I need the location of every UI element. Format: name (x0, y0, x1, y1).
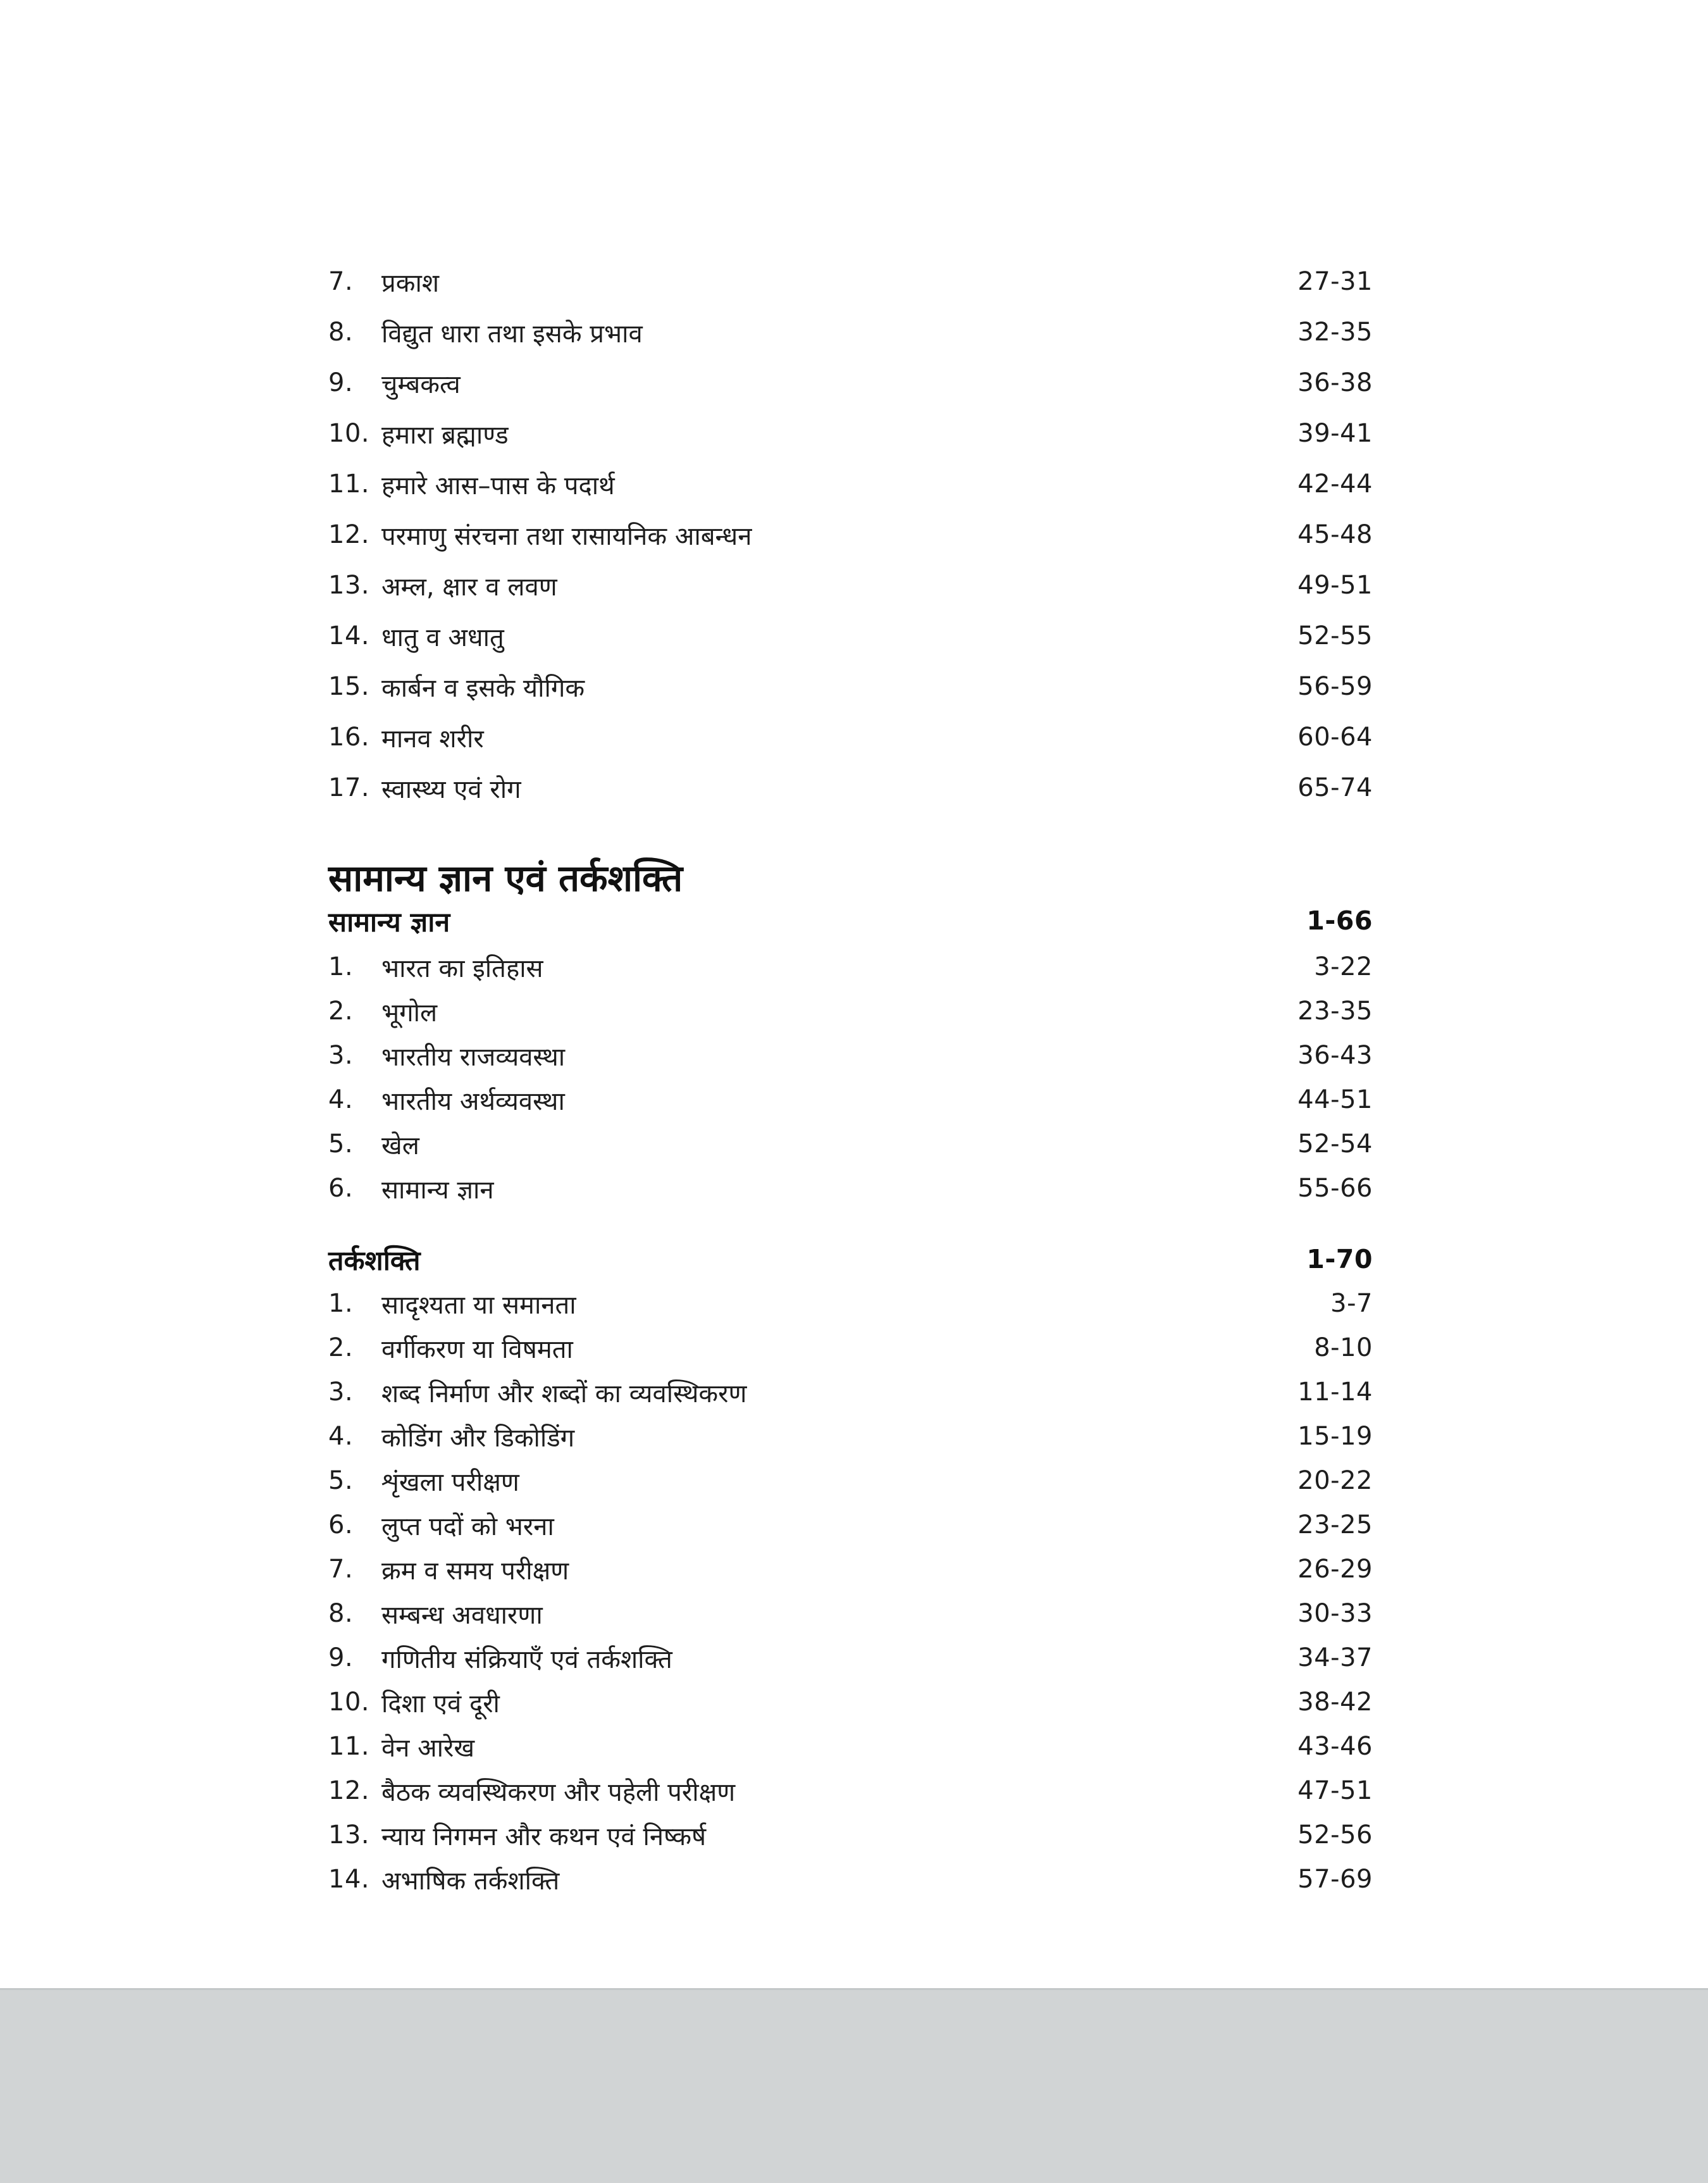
toc-item-pages: 20-22 (1297, 1466, 1373, 1495)
toc-item-number: 11. (328, 470, 370, 499)
toc-item-number: 4. (328, 1422, 354, 1451)
toc-item-pages: 8-10 (1314, 1333, 1373, 1362)
toc-item-pages: 60-64 (1297, 723, 1373, 752)
toc-item-title: परमाणु संरचना तथा रासायनिक आबन्धन (381, 521, 752, 551)
toc-item-pages: 55-66 (1297, 1174, 1373, 1203)
toc-item-number: 15. (328, 672, 370, 701)
toc-item-number: 5. (328, 1129, 354, 1159)
toc-item-number: 6. (328, 1510, 354, 1539)
toc-item-pages: 23-35 (1297, 997, 1373, 1026)
toc-item-pages: 44-51 (1297, 1085, 1373, 1114)
toc-item-pages: 57-69 (1297, 1865, 1373, 1894)
toc-item-row (328, 1547, 1373, 1591)
toc-item-number: 9. (328, 1643, 354, 1672)
toc-item-number: 6. (328, 1174, 354, 1203)
toc-item-row (328, 408, 1373, 459)
toc-item-number: 16. (328, 723, 370, 752)
toc-item-pages: 52-56 (1297, 1820, 1373, 1850)
toc-item-pages: 52-55 (1297, 621, 1373, 650)
toc-item-row (328, 307, 1373, 358)
toc-item-title: सामान्य ज्ञान (381, 1175, 494, 1205)
toc-item-title: दिशा एवं दूरी (381, 1689, 500, 1719)
toc-item-title: खेल (381, 1131, 419, 1160)
toc-item-row (328, 1414, 1373, 1458)
main-section-heading: सामान्य ज्ञान एवं तर्कशक्ति (328, 856, 683, 900)
toc-item-row (328, 762, 1373, 813)
toc-item-pages: 30-33 (1297, 1599, 1373, 1628)
toc-item-title: बैठक व्यवस्थिकरण और पहेली परीक्षण (381, 1777, 736, 1807)
toc-item-title: कोडिंग और डिकोडिंग (381, 1423, 575, 1453)
reasoning-chapter-list (328, 1281, 1373, 1901)
reasoning-section-title: तर्कशक्ति (328, 1245, 421, 1277)
gk-section-pages: 1-66 (1306, 905, 1373, 936)
science-chapter-list (328, 256, 1373, 813)
gk-section-header (328, 895, 1373, 946)
toc-item-pages: 56-59 (1297, 672, 1373, 701)
toc-item-row (328, 358, 1373, 408)
toc-item-pages: 38-42 (1297, 1688, 1373, 1717)
toc-item-number: 10. (328, 419, 370, 448)
toc-item-row (328, 1166, 1373, 1210)
toc-item-pages: 3-7 (1330, 1289, 1373, 1318)
toc-item-row (328, 1636, 1373, 1680)
toc-item-number: 1. (328, 1289, 354, 1318)
toc-item-pages: 45-48 (1297, 520, 1373, 549)
toc-item-pages: 34-37 (1297, 1643, 1373, 1672)
reasoning-section-pages: 1-70 (1306, 1244, 1373, 1274)
toc-item-title: वेन आरेख (381, 1733, 475, 1763)
toc-item-number: 4. (328, 1085, 354, 1114)
toc-item-title: सादृश्यता या समानता (381, 1290, 576, 1320)
toc-item-number: 7. (328, 267, 354, 296)
toc-item-pages: 36-43 (1297, 1041, 1373, 1070)
toc-item-number: 7. (328, 1555, 354, 1584)
toc-item-number: 2. (328, 1333, 354, 1362)
toc-item-title: हमारा ब्रह्माण्ड (381, 420, 509, 450)
toc-item-title: गणितीय संक्रियाएँ एवं तर्कशक्ति (381, 1645, 672, 1674)
toc-item-pages: 36-38 (1297, 368, 1373, 397)
toc-item-title: मानव शरीर (381, 724, 484, 754)
toc-item-title: चुम्बकत्व (381, 370, 461, 399)
toc-item-number: 13. (328, 1820, 370, 1850)
toc-item-number: 3. (328, 1378, 354, 1407)
reasoning-section-header (328, 1234, 1373, 1284)
toc-item-title: कार्बन व इसके यौगिक (381, 673, 585, 703)
toc-item-title: न्याय निगमन और कथन एवं निष्कर्ष (381, 1822, 707, 1851)
toc-item-row (328, 1078, 1373, 1122)
toc-item-title: शब्द निर्माण और शब्दों का व्यवस्थिकरण (381, 1379, 747, 1409)
toc-item-row (328, 560, 1373, 611)
toc-item-pages: 11-14 (1297, 1378, 1373, 1407)
toc-item-pages: 32-35 (1297, 318, 1373, 347)
toc-item-row (328, 1503, 1373, 1547)
toc-item-row (328, 989, 1373, 1033)
toc-item-title: भूगोल (381, 998, 438, 1028)
toc-item-row (328, 1033, 1373, 1078)
toc-item-number: 2. (328, 997, 354, 1026)
toc-item-title: वर्गीकरण या विषमता (381, 1334, 573, 1364)
toc-item-row (328, 1591, 1373, 1636)
toc-item-title: विद्युत धारा तथा इसके प्रभाव (381, 319, 643, 349)
toc-item-row (328, 1769, 1373, 1813)
toc-item-title: भारतीय राजव्यवस्था (381, 1042, 566, 1072)
toc-item-pages: 26-29 (1297, 1555, 1373, 1584)
toc-item-row (328, 1813, 1373, 1857)
toc-item-pages: 52-54 (1297, 1129, 1373, 1159)
toc-item-number: 5. (328, 1466, 354, 1495)
toc-item-row (328, 1281, 1373, 1326)
toc-item-number: 12. (328, 520, 370, 549)
toc-item-number: 13. (328, 571, 370, 600)
toc-item-row (328, 1857, 1373, 1901)
toc-item-number: 17. (328, 773, 370, 802)
toc-item-title: क्रम व समय परीक्षण (381, 1556, 569, 1586)
toc-item-row (328, 712, 1373, 762)
toc-item-pages: 43-46 (1297, 1732, 1373, 1761)
toc-item-pages: 15-19 (1297, 1422, 1373, 1451)
footer-gray-bar (0, 1988, 1708, 2183)
toc-item-pages: 42-44 (1297, 470, 1373, 499)
toc-item-title: सम्बन्ध अवधारणा (381, 1600, 543, 1630)
toc-item-pages: 3-22 (1314, 952, 1373, 981)
toc-item-title: प्रकाश (381, 268, 440, 298)
toc-item-row (328, 256, 1373, 307)
toc-item-row (328, 1370, 1373, 1414)
toc-item-number: 9. (328, 368, 354, 397)
toc-item-title: भारत का इतिहास (381, 954, 543, 983)
toc-item-title: अभाषिक तर्कशक्ति (381, 1866, 560, 1896)
toc-item-title: धातु व अधातु (381, 623, 504, 652)
toc-item-number: 3. (328, 1041, 354, 1070)
toc-item-pages: 47-51 (1297, 1776, 1373, 1805)
toc-item-row (328, 661, 1373, 712)
toc-item-title: शृंखला परीक्षण (381, 1467, 519, 1497)
toc-item-row (328, 1724, 1373, 1769)
toc-item-title: लुप्त पदों को भरना (381, 1512, 554, 1541)
toc-item-row (328, 509, 1373, 560)
toc-item-pages: 39-41 (1297, 419, 1373, 448)
toc-item-row (328, 611, 1373, 661)
toc-item-row (328, 459, 1373, 509)
toc-item-number: 8. (328, 1599, 354, 1628)
toc-item-number: 14. (328, 1865, 370, 1894)
toc-item-row (328, 1458, 1373, 1503)
toc-item-row (328, 1680, 1373, 1724)
toc-item-title: भारतीय अर्थव्यवस्था (381, 1086, 565, 1116)
gk-chapter-list (328, 945, 1373, 1210)
toc-item-number: 12. (328, 1776, 370, 1805)
toc-item-number: 11. (328, 1732, 370, 1761)
toc-item-row (328, 1122, 1373, 1166)
toc-item-title: अम्ल, क्षार व लवण (381, 572, 557, 602)
toc-item-row (328, 1326, 1373, 1370)
toc-item-number: 8. (328, 318, 354, 347)
toc-item-number: 10. (328, 1688, 370, 1717)
toc-item-pages: 23-25 (1297, 1510, 1373, 1539)
toc-item-number: 14. (328, 621, 370, 650)
gk-section-title: सामान्य ज्ञान (328, 906, 450, 938)
toc-item-pages: 65-74 (1297, 773, 1373, 802)
toc-item-row (328, 945, 1373, 989)
toc-item-pages: 49-51 (1297, 571, 1373, 600)
toc-item-pages: 27-31 (1297, 267, 1373, 296)
toc-item-number: 1. (328, 952, 354, 981)
toc-item-title: हमारे आस–पास के पदार्थ (381, 471, 615, 501)
toc-item-title: स्वास्थ्य एवं रोग (381, 774, 521, 804)
